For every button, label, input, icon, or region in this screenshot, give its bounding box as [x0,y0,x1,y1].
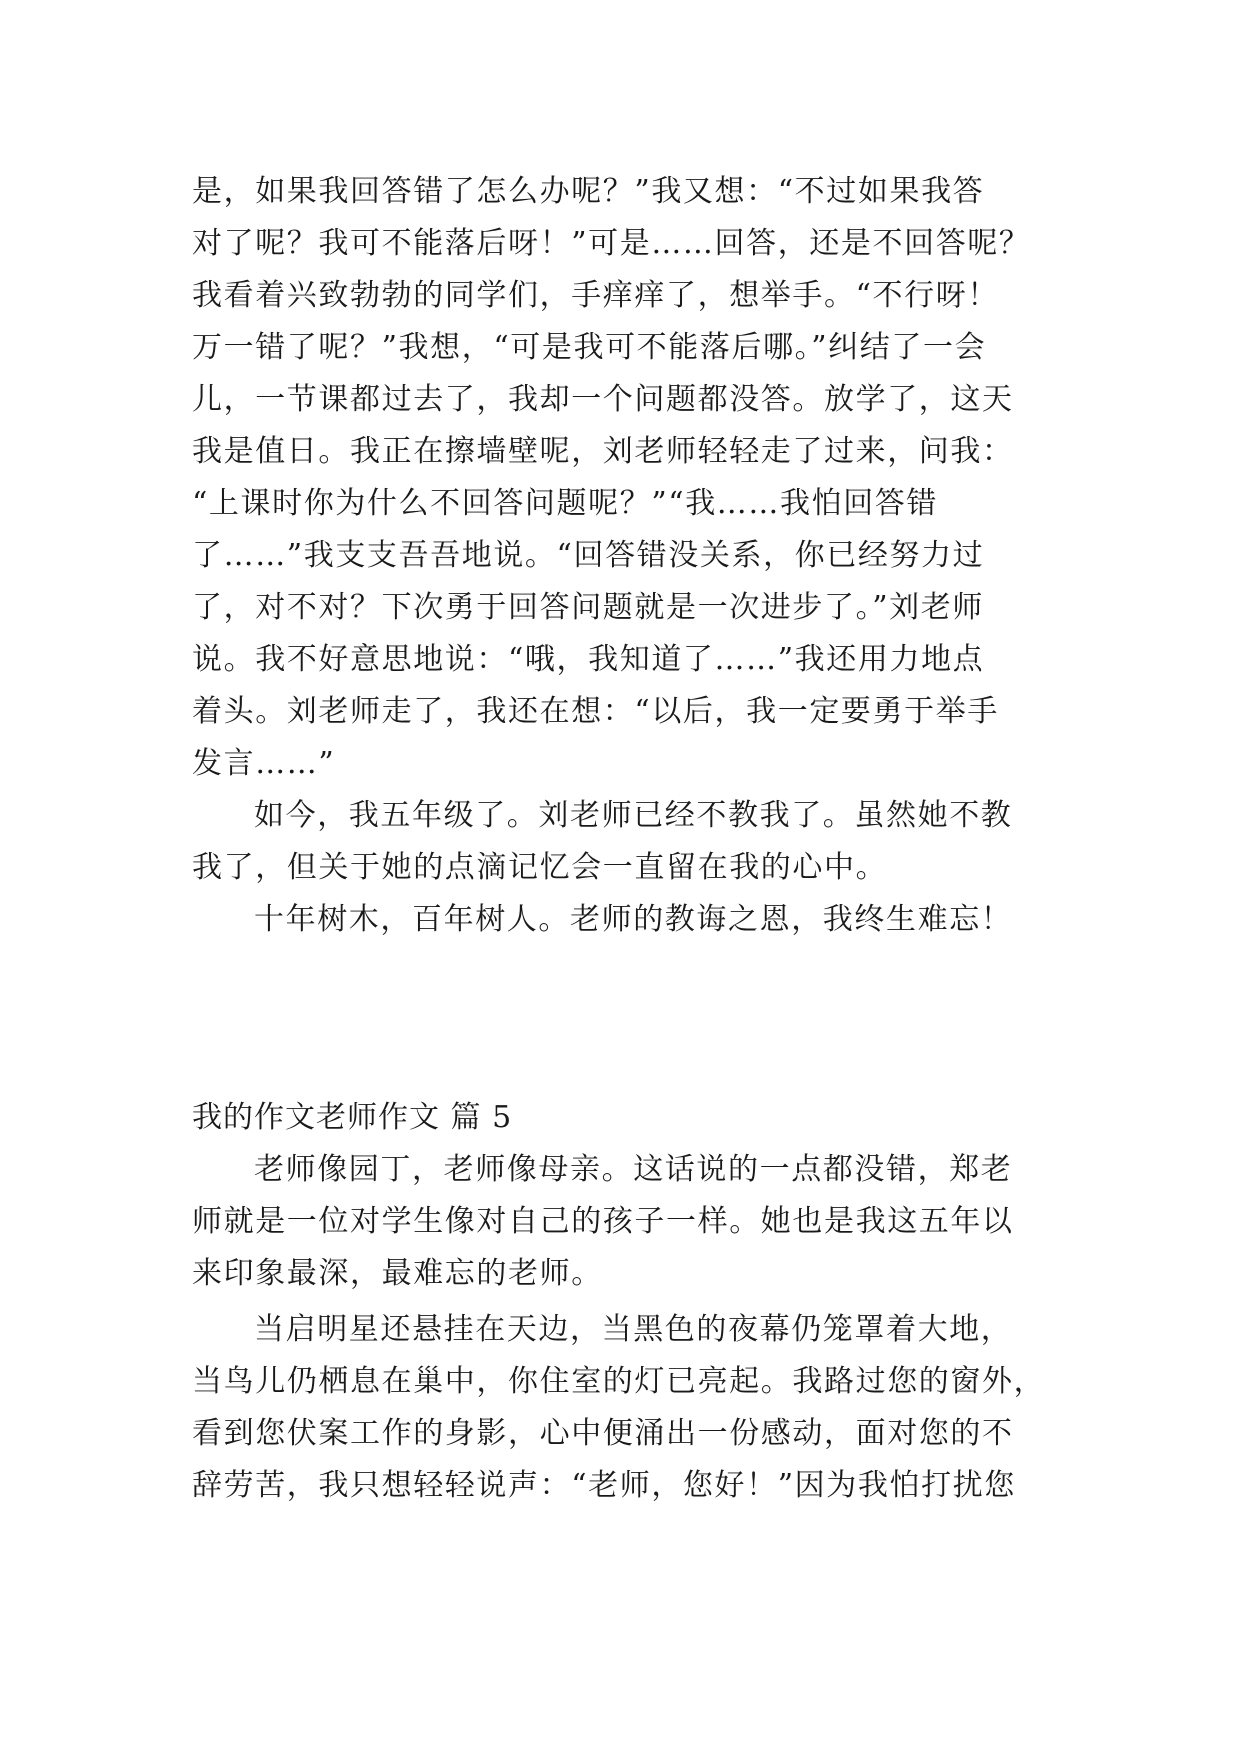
text-line: 我是值日。我正在擦墙壁呢，刘老师轻轻走了过来，问我： [192,434,1014,469]
text-line: “上课时你为什么不回答问题呢？”“我……我怕回答错 [192,486,939,521]
section-1-text [192,166,1048,946]
text-line: 我看着兴致勃勃的同学们，手痒痒了，想举手。“不行呀！ [192,278,999,313]
text-line: 着头。刘老师走了，我还在想：“以后，我一定要勇于举手 [192,694,999,729]
text-line: 对了呢？我可不能落后呀！”可是……回答，还是不回答呢？ [192,226,1031,261]
text-line: 来印象最深，最难忘的老师。 [192,1256,603,1291]
text-line: 儿，一节课都过去了，我却一个问题都没答。放学了，这天 [192,382,1014,417]
text-line: 说。我不好意思地说：“哦，我知道了……”我还用力地点 [192,642,985,677]
text-line: 当鸟儿仍栖息在巢中，你住室的灯已亮起。我路过您的窗外， [192,1364,1046,1399]
text-line: 师就是一位对学生像对自己的孩子一样。她也是我这五年以 [192,1204,1014,1239]
text-line: 老师像园丁，老师像母亲。这话说的一点都没错，郑老 [254,1152,1013,1187]
text-line: 发言……” [192,746,336,781]
text-line: 看到您伏案工作的身影，心中便涌出一份感动，面对您的不 [192,1416,1014,1451]
text-line: 辞劳苦，我只想轻轻说声：“老师，您好！”因为我怕打扰您 [192,1468,1016,1503]
text-line: 如今，我五年级了。刘老师已经不教我了。虽然她不教 [254,798,1013,833]
text-line: 了，对不对？下次勇于回答问题就是一次进步了。”刘老师 [192,590,984,625]
text-line: 万一错了呢？”我想，“可是我可不能落后哪。”纠结了一会 [192,330,987,365]
text-line: 我了，但关于她的点滴记忆会一直留在我的心中。 [192,850,888,885]
text-line: 了……”我支支吾吾地说。“回答错没关系，你已经努力过 [192,538,985,573]
text-line: 当启明星还悬挂在天边，当黑色的夜幕仍笼罩着大地， [254,1312,1013,1347]
text-line: 是，如果我回答错了怎么办呢？”我又想：“不过如果我答 [192,174,985,209]
section-heading: 我的作文老师作文 篇 5 [192,1100,513,1135]
section-2-text [192,1144,1048,1512]
text-line: 十年树木，百年树人。老师的教诲之恩，我终生难忘！ [254,902,1013,937]
